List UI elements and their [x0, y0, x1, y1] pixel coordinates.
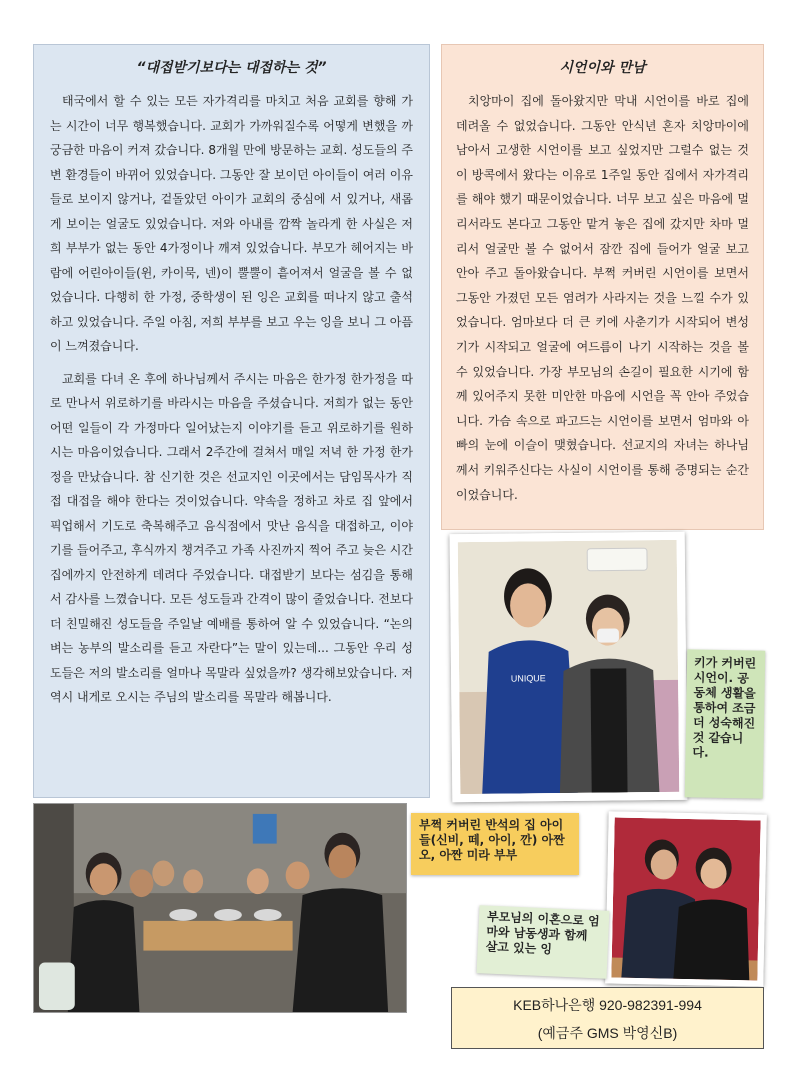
caption-group-photo: 부쩍 커버린 반석의 집 아이들(신비, 떼, 아이, 깐) 아짠 오, 아짠 미라 부부 [411, 813, 579, 875]
photo-ing-and-mother [605, 811, 767, 986]
article-treat-others [33, 44, 430, 798]
caption-siun-photo: 키가 커버린 시언이. 공동체 생활을 통하여 조금 더 성숙해진 것 같습니다. [685, 649, 766, 798]
article-paragraph: 치앙마이 집에 돌아왔지만 막내 시언이를 바로 집에 데려올 수 없었습니다. 그동안 안식년 혼자 치앙마이에 남아서 고생한 시언이를 보고 싶었지만 그럴수 없는 것이 방콕에서 왔다는 이유로 1주일 동안 집에서 자가격리를 해야 했기 때문이었습니다. 너무 보고 싶은 마음에 멀리서라도 본다고 그동안 맡겨 놓은 집에 갔지만 차마 멀리서 얼굴만 볼 수 없어서 잠깐 집에 들어가 얼굴 보고 안아 주고 돌아왔습니다. 부쩍 커버린 시언이를 보면서 그동안 가졌던 모든 염려가 사라지는 것을 느낄 수가 있었습니다. 엄마보다 더 큰 키에 사춘기가 시작되어 변성기가 시작되고 얼굴에 여드름이 나기 시작하는 것을 볼 수 있었습니다. 가장 부모님의 손길이 필요한 시기에 함께 있어주지 못한 미안한 마음에 시언을 꼭 안아 주었습니다. 가슴 속으로 파고드는 시언이를 보면서 엄마와 아빠의 눈에 이슬이 맺혔습니다. 선교지의 자녀는 하나님께서 키워주신다는 사실이 시언이를 통해 증명되는 순간이었습니다. [456, 94, 749, 502]
photo-group-dinner [33, 803, 407, 1013]
article-title: “대접받기보다는 대접하는 것” [136, 60, 327, 76]
article-paragraph: 태국에서 할 수 있는 모든 자가격리를 마치고 처음 교회를 향해 가는 시간이 너무 행복했습니다. 교회가 가까워질수록 어떻게 변했을 까 궁금한 마음이 커져 갔습니다. 8개월 만에 방문하는 교회. 성도들의 주변 환경들이 바뀌어 있었습니다. 그동안 잘 보이던 아이들이 여러 이유들로 보이지 않거나, 겉돌았던 아이가 교회의 중심에 서 있거나, 새롭게 보이는 얼굴도 있었습니다. 저와 아내를 깜짝 놀라게 한 사실은 저희 부부가 없는 동안 4가정이나 깨져 있었습니다. 부모가 헤어지는 바람에 어린아이들(윈, 카이묵, 넨)이 뿔뿔이 흩어져서 얼굴을 볼 수 없었습니다. 다행히 한 가정, 중학생이 된 잉은 교회를 떠나지 않고 출석하고 있었습니다. 주일 아침, 저희 부부를 보고 우는 잉을 보니 그 아픔이 느껴졌습니다. [50, 94, 413, 353]
photo-group-dinner-image [34, 804, 406, 1012]
photo-mother-and-son [450, 532, 688, 802]
bank-account-number: KEB하나은행 920-982391-994 [513, 997, 702, 1013]
bank-account-holder: (예금주 GMS 박영신B) [537, 1025, 678, 1041]
article-meeting-siun [441, 44, 764, 530]
photo-mother-and-son-image [458, 540, 680, 794]
shirt-brand-text: UNIQUE [510, 673, 546, 684]
caption-ing-photo: 부모님의 이혼으로 엄마와 남동생과 함께 살고 있는 잉 [477, 905, 610, 979]
photo-ing-and-mother-image [611, 817, 760, 980]
article-title: 시언이와 만남 [559, 60, 646, 76]
article-paragraph: 교회를 다녀 온 후에 하나님께서 주시는 마음은 한가정 한가정을 따로 만나서 위로하기를 바라시는 마음을 주셨습니다. 저희가 없는 동안 어떤 일들이 각 가정마다 일어났는지 이야기를 듣고 위로하기를 원하시는 마음이었습니다. 그래서 2주간에 걸쳐서 매일 저녁 한 가정 한가정을 만났습니다. 참 신기한 것은 선교지인 이곳에서는 담임목사가 직접 대접을 해야 한다는 것이었습니다. 약속을 정하고 차로 집 앞에서 픽업해서 기도로 축복해주고 음식점에서 맛난 음식을 대접하고, 이야기를 들어주고, 후식까지 챙겨주고 가족 사진까지 찍어 주고 늦은 시간 집에까지 안전하게 데려다 주었습니다. 대접받기 보다는 섬김을 통해서 감사를 느꼈습니다. 모든 성도들과 간격이 많이 줄었습니다. 전보다 더 친밀해진 성도들을 주일날 예배를 통하여 알 수 있었습니다. “논의 벼는 농부의 발소리를 듣고 자란다”는 말이 있는데... 그동안 우리 성도들은 저의 발소리를 얼마나 목말라 싶었을까? 생각해보았습니다. 저 역시 내게로 오시는 주님의 발소리를 목말라 해봅니다. [50, 371, 413, 704]
bank-account-box [451, 987, 764, 1049]
